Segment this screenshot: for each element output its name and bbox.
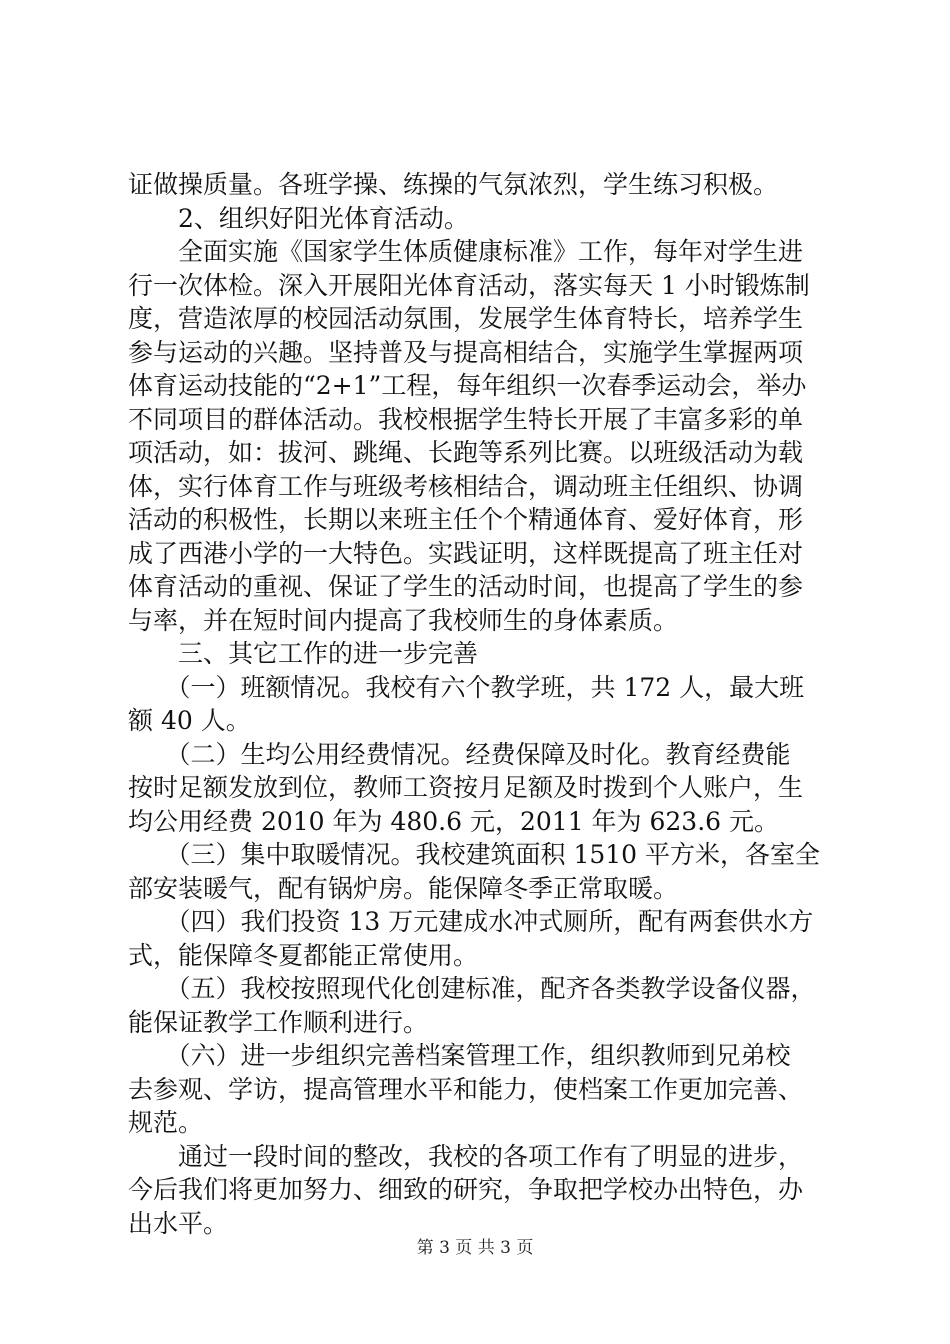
text-line: 去参观、学访，提高管理水平和能力，使档案工作更加完善、 xyxy=(128,1074,804,1104)
text-line: 今后我们将更加努力、细致的研究，争取把学校办出特色，办 xyxy=(128,1175,804,1204)
text-line: 成了西港小学的一大特色。实践证明，这样既提高了班主任对 xyxy=(128,538,804,568)
text-line: 能保证教学工作顺利进行。 xyxy=(128,1007,429,1037)
text-line: 部安装暖气，配有锅炉房。能保障冬季正常取暖。 xyxy=(128,873,679,903)
text-line: 行一次体检。深入开展阳光体育活动，落实每天 1 小时锻炼制 xyxy=(128,270,810,300)
text-line: 通过一段时间的整改，我校的各项工作有了明显的进步， xyxy=(128,1141,804,1171)
text-line: 活动的积极性，长期以来班主任个个精通体育、爱好体育，形 xyxy=(128,505,804,534)
text-line: （五）我校按照现代化创建标准，配齐各类教学设备仪器， xyxy=(128,974,816,1003)
text-line: （一）班额情况。我校有六个教学班，共 172 人，最大班 xyxy=(128,672,805,702)
text-line: （二）生均公用经费情况。经费保障及时化。教育经费能 xyxy=(128,739,791,769)
text-line: 额 40 人。 xyxy=(128,706,251,735)
document-body xyxy=(128,168,848,1240)
text-line: （三）集中取暖情况。我校建筑面积 1510 平方米，各室全 xyxy=(128,840,821,869)
text-line: 按时足额发放到位，教师工资按月足额及时拨到个人账户，生 xyxy=(128,773,804,802)
page-number-footer: 第 3 页 共 3 页 xyxy=(416,1238,534,1258)
text-line: 度，营造浓厚的校园活动氛围，发展学生体育特长，培养学生 xyxy=(128,304,804,333)
text-line: 规范。 xyxy=(128,1108,204,1137)
section-heading: 三、其它工作的进一步完善 xyxy=(128,639,479,668)
text-line: （六）进一步组织完善档案管理工作，组织教师到兄弟校 xyxy=(128,1041,791,1070)
text-line: 不同项目的群体活动。我校根据学生特长开展了丰富多彩的单 xyxy=(128,404,804,434)
text-line: 全面实施《国家学生体质健康标准》工作，每年对学生进 xyxy=(128,237,804,266)
text-line: 项活动，如：拔河、跳绳、长跑等系列比赛。以班级活动为载 xyxy=(128,438,804,467)
section-heading: 2、组织好阳光体育活动。 xyxy=(128,203,469,233)
text-line: 体育运动技能的“2+1”工程，每年组织一次春季运动会，举办 xyxy=(128,371,807,400)
text-line: 证做操质量。各班学操、练操的气氛浓烈，学生练习积极。 xyxy=(128,170,779,199)
text-line: 体，实行体育工作与班级考核相结合，调动班主任组织、协调 xyxy=(128,471,804,501)
text-line: 均公用经费 2010 年为 480.6 元，2011 年为 623.6 元。 xyxy=(128,806,780,836)
text-line: 体育活动的重视、保证了学生的活动时间，也提高了学生的参 xyxy=(128,572,804,601)
text-line: 出水平。 xyxy=(128,1208,229,1238)
text-line: 式，能保障冬夏都能正常使用。 xyxy=(128,940,479,970)
text-line: 与率，并在短时间内提高了我校师生的身体素质。 xyxy=(128,605,679,635)
text-line: 参与运动的兴趣。坚持普及与提高相结合，实施学生掌握两项 xyxy=(128,337,804,367)
text-line: （四）我们投资 13 万元建成水冲式厕所，配有两套供水方 xyxy=(128,907,814,936)
